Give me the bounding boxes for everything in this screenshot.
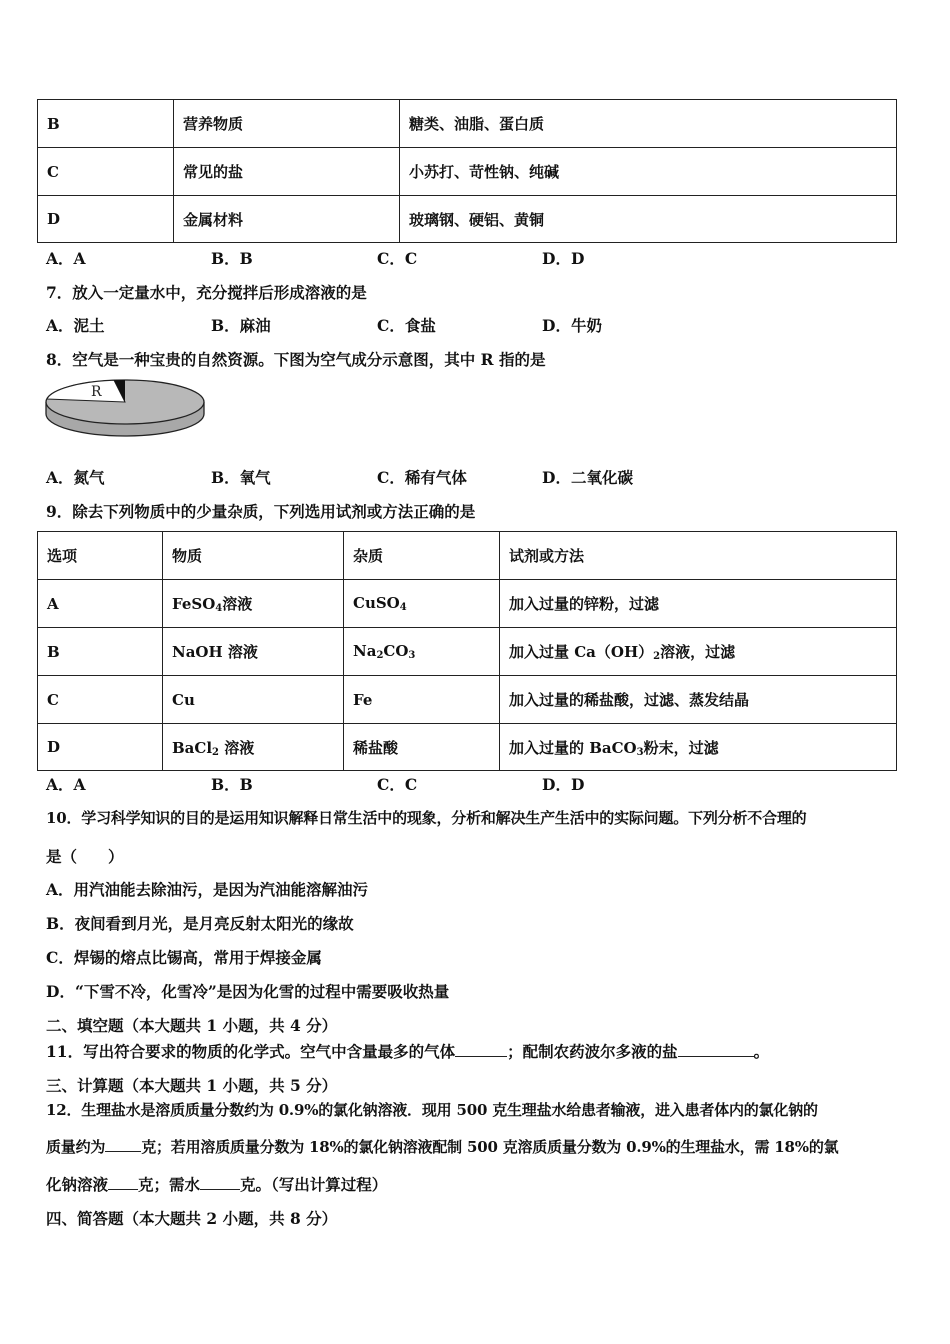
option-c[interactable]: C．食盐: [377, 316, 436, 335]
q10-stem-cont: 是（ ）: [46, 847, 124, 866]
table-header-row: [38, 532, 897, 580]
table-cell: Cu: [163, 676, 344, 724]
option-a[interactable]: A．氮气: [46, 468, 105, 487]
column-header: 选项: [38, 532, 163, 580]
air-composition-pie-figure: [44, 377, 206, 441]
table-cell: 加入过量的稀盐酸，过滤、蒸发结晶: [500, 676, 897, 724]
table-cell: C: [38, 676, 163, 724]
q12-stem-line2: 质量约为 克；若用溶质质量分数为 18%的氯化钠溶液配制 500 克溶质质量分数为 0.9%的生理盐水，需 18%的氯: [46, 1138, 839, 1156]
section-heading-calculation: 三、计算题（本大题共 1 小题，共 5 分）: [46, 1076, 338, 1095]
option-c[interactable]: C．C: [377, 775, 418, 794]
table-cell: CuSO$_4$: [344, 580, 500, 628]
table-cell: 加入过量 $Ca(OH)_2$溶液，过滤: [500, 628, 897, 676]
table-row: [38, 148, 897, 196]
pie-label-r: R: [91, 384, 102, 400]
option-b[interactable]: B．B: [211, 775, 253, 794]
table-row: [38, 196, 897, 243]
option-a[interactable]: A．A: [46, 775, 86, 794]
table-cell: B: [38, 100, 174, 148]
table-cell: D: [38, 196, 174, 243]
q12-stem-line1: 12．生理盐水是溶质质量分数约为 0.9%的氯化钠溶液．现用 500 克生理盐水给患者输液，进入患者体内的氯化钠的: [46, 1101, 818, 1119]
table-row: [38, 628, 897, 676]
column-header: 试剂或方法: [500, 532, 897, 580]
option-d[interactable]: D．D: [542, 249, 585, 268]
q8-stem: 8．空气是一种宝贵的自然资源。下图为空气成分示意图，其中 R 指的是: [46, 350, 546, 369]
table-cell: A: [38, 580, 163, 628]
impurity-removal-table: [37, 531, 897, 771]
table-row: [38, 580, 897, 628]
option-b[interactable]: B．B: [211, 249, 253, 268]
option-d[interactable]: D．牛奶: [542, 316, 602, 335]
table-cell: FeSO$_4$溶液: [163, 580, 344, 628]
answer-blank[interactable]: [108, 1175, 138, 1190]
answer-blank[interactable]: [105, 1137, 141, 1152]
column-header: 杂质: [344, 532, 500, 580]
table-cell: 小苏打、苛性钠、纯碱: [400, 148, 897, 196]
q10-option-b[interactable]: B．夜间看到月光，是月亮反射太阳光的缘故: [46, 914, 354, 933]
q12-stem-line3: 化钠溶液 克；需水 克。（写出计算过程）: [46, 1175, 388, 1194]
answer-blank[interactable]: [455, 1042, 507, 1057]
section-heading-fill-in: 二、填空题（本大题共 1 小题，共 4 分）: [46, 1016, 338, 1035]
table-cell: Fe: [344, 676, 500, 724]
table-cell: 加入过量的 BaCO$_3$粉末，过滤: [500, 724, 897, 771]
option-d[interactable]: D．二氧化碳: [542, 468, 633, 487]
table-cell: 加入过量的锌粉，过滤: [500, 580, 897, 628]
table-cell: $Na_2CO_3$: [344, 628, 500, 676]
option-c[interactable]: C．C: [377, 249, 418, 268]
option-b[interactable]: B．氧气: [211, 468, 271, 487]
table-cell: D: [38, 724, 163, 771]
table-row: [38, 100, 897, 148]
table-row: [38, 676, 897, 724]
option-b[interactable]: B．麻油: [211, 316, 271, 335]
table-cell: 玻璃钢、硬铝、黄铜: [400, 196, 897, 243]
table-cell: 常见的盐: [174, 148, 400, 196]
option-c[interactable]: C．稀有气体: [377, 468, 467, 487]
table-cell: 金属材料: [174, 196, 400, 243]
q10-option-d[interactable]: D．“下雪不冷，化雪冷”是因为化雪的过程中需要吸收热量: [46, 982, 450, 1001]
q10-option-c[interactable]: C．焊锡的熔点比锡高，常用于焊接金属: [46, 948, 322, 967]
pie-slice-r: [47, 380, 125, 402]
q10-stem: 10．学习科学知识的目的是运用知识解释日常生活中的现象，分析和解决生产生活中的实际问题。下列分析不合理的: [46, 809, 807, 827]
option-d[interactable]: D．D: [542, 775, 585, 794]
table-cell: 营养物质: [174, 100, 400, 148]
q7-stem: 7．放入一定量水中，充分搅拌后形成溶液的是: [46, 283, 367, 302]
table-cell: B: [38, 628, 163, 676]
table-cell: 稀盐酸: [344, 724, 500, 771]
table-row: [38, 724, 897, 771]
classification-table: [37, 99, 897, 243]
answer-blank[interactable]: [200, 1175, 240, 1190]
q11-stem: 11．写出符合要求的物质的化学式。空气中含量最多的气体 ；配制农药波尔多液的盐 。: [46, 1042, 770, 1061]
answer-blank[interactable]: [678, 1042, 754, 1057]
table-cell: 糖类、油脂、蛋白质: [400, 100, 897, 148]
table-cell: C: [38, 148, 174, 196]
option-a[interactable]: A．A: [46, 249, 86, 268]
q9-stem: 9．除去下列物质中的少量杂质，下列选用试剂或方法正确的是: [46, 502, 476, 521]
option-a[interactable]: A．泥土: [46, 316, 105, 335]
section-heading-short-answer: 四、简答题（本大题共 2 小题，共 8 分）: [46, 1209, 338, 1228]
q10-option-a[interactable]: A．用汽油能去除油污，是因为汽油能溶解油污: [46, 880, 369, 899]
table-cell: BaCl$_2$ 溶液: [163, 724, 344, 771]
table-cell: NaOH 溶液: [163, 628, 344, 676]
column-header: 物质: [163, 532, 344, 580]
